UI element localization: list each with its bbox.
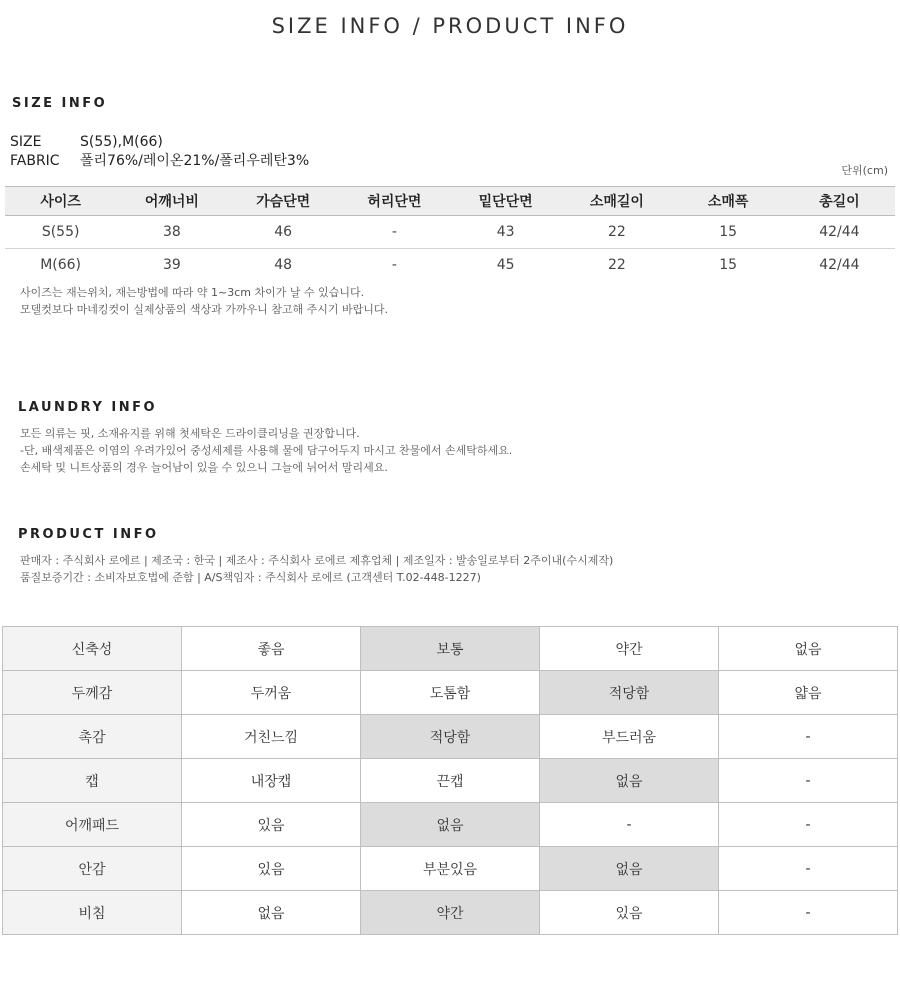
- property-row: [3, 759, 898, 803]
- product-info-heading: PRODUCT INFO: [18, 527, 159, 542]
- laundry-note: 모든 의류는 핏, 소재유지를 위해 첫세탁은 드라이클리닝을 권장합니다.: [20, 427, 360, 440]
- property-row: [3, 847, 898, 891]
- table-row: [5, 216, 895, 249]
- property-option: 없음: [182, 891, 361, 935]
- header-cell: 어깨너비: [116, 187, 227, 216]
- header-cell: 총길이: [784, 187, 895, 216]
- property-option: -: [540, 803, 719, 847]
- property-row: [3, 803, 898, 847]
- size-note: 모델컷보다 마네킹컷이 실제상품의 색상과 가까우니 참고해 주시기 바랍니다.: [20, 303, 389, 316]
- property-label: 비침: [3, 891, 182, 935]
- table-cell: 46: [228, 216, 339, 249]
- property-option-selected: 약간: [361, 891, 540, 935]
- size-spec-row: [10, 134, 163, 150]
- property-option-selected: 없음: [361, 803, 540, 847]
- property-option: 있음: [540, 891, 719, 935]
- property-option-selected: 보통: [361, 627, 540, 671]
- property-row: [3, 715, 898, 759]
- unit-label: 단위(cm): [841, 164, 888, 177]
- table-cell: -: [339, 216, 450, 249]
- table-cell: 43: [450, 216, 561, 249]
- laundry-info-heading: LAUNDRY INFO: [18, 400, 158, 415]
- property-option: 부드러움: [540, 715, 719, 759]
- table-row: [5, 249, 895, 282]
- fabric-value: 폴리76%/레이온21%/폴리우레탄3%: [80, 153, 310, 169]
- property-option: -: [719, 715, 898, 759]
- property-option-selected: 없음: [540, 759, 719, 803]
- property-option: 좋음: [182, 627, 361, 671]
- table-cell: 22: [561, 216, 672, 249]
- property-option: -: [719, 847, 898, 891]
- table-cell: 42/44: [784, 216, 895, 249]
- laundry-note: -단, 배색제품은 이염의 우려가있어 중성세제를 사용해 물에 담구어두지 마시고 찬물에서 손세탁하세요.: [20, 444, 513, 457]
- header-cell: 허리단면: [339, 187, 450, 216]
- property-option: 도톰함: [361, 671, 540, 715]
- property-option: -: [719, 759, 898, 803]
- property-option: -: [719, 891, 898, 935]
- size-info-heading: SIZE INFO: [12, 96, 108, 111]
- property-label: 어깨패드: [3, 803, 182, 847]
- property-option: 내장캡: [182, 759, 361, 803]
- property-option-selected: 없음: [540, 847, 719, 891]
- property-label: 안감: [3, 847, 182, 891]
- header-cell: 가슴단면: [228, 187, 339, 216]
- property-row: [3, 891, 898, 935]
- table-cell: -: [391, 257, 397, 274]
- table-cell: 38: [116, 216, 227, 249]
- header-cell: 밑단단면: [450, 187, 561, 216]
- header-cell: 소매폭: [673, 187, 784, 216]
- property-option: 두꺼움: [182, 671, 361, 715]
- property-option: 있음: [182, 847, 361, 891]
- property-option: 부분있음: [361, 847, 540, 891]
- size-note: 사이즈는 재는위치, 재는방법에 따라 약 1~3cm 차이가 날 수 있습니다.: [20, 286, 365, 299]
- product-notes: [20, 552, 613, 586]
- property-row: [3, 671, 898, 715]
- size-table: [5, 186, 895, 282]
- table-cell: 42/44: [819, 257, 860, 274]
- product-note: 품질보증기간 : 소비자보호법에 준함 | A/S책임자 : 주식회사 로에르 (고객센터 T.02-448-1227): [20, 571, 481, 584]
- header-cell: 소매길이: [561, 187, 672, 216]
- property-row: [3, 627, 898, 671]
- fabric-label: FABRIC: [10, 153, 60, 169]
- property-option: 얇음: [719, 671, 898, 715]
- property-option-selected: 적당함: [540, 671, 719, 715]
- table-cell: 15: [719, 257, 738, 274]
- fabric-spec-row: [10, 150, 309, 170]
- size-table-header-row: [5, 187, 895, 216]
- table-cell: S(55): [5, 216, 116, 249]
- property-label: 캡: [3, 759, 182, 803]
- table-cell: 48: [274, 257, 293, 274]
- size-label: SIZE: [10, 134, 42, 150]
- size-notes: [20, 284, 388, 318]
- header-cell: 사이즈: [5, 187, 116, 216]
- property-option: 끈캡: [361, 759, 540, 803]
- laundry-note: 손세탁 및 니트상품의 경우 늘어남이 있을 수 있으니 그늘에 뉘어서 말리세요.: [20, 461, 388, 474]
- table-cell: 39: [162, 257, 181, 274]
- page-title: SIZE INFO / PRODUCT INFO: [271, 14, 629, 38]
- fabric-property-table: [2, 626, 898, 935]
- property-option: 없음: [719, 627, 898, 671]
- product-note: 판매자 : 주식회사 로에르 | 제조국 : 한국 | 제조사 : 주식회사 로에르 제휴업체 | 제조일자 : 발송일로부터 2주이내(수시제작): [20, 554, 614, 567]
- table-cell: 45: [496, 257, 515, 274]
- property-option: 약간: [540, 627, 719, 671]
- table-cell: 15: [673, 216, 784, 249]
- size-value: S(55),M(66): [80, 134, 163, 150]
- property-option: 있음: [182, 803, 361, 847]
- property-label: 촉감: [3, 715, 182, 759]
- table-cell: M(66): [40, 257, 82, 274]
- property-option: 거친느낌: [182, 715, 361, 759]
- table-cell: 22: [607, 257, 626, 274]
- laundry-notes: [20, 425, 512, 476]
- property-option-selected: 적당함: [361, 715, 540, 759]
- property-option: -: [719, 803, 898, 847]
- property-label: 신축성: [3, 627, 182, 671]
- property-label: 두께감: [3, 671, 182, 715]
